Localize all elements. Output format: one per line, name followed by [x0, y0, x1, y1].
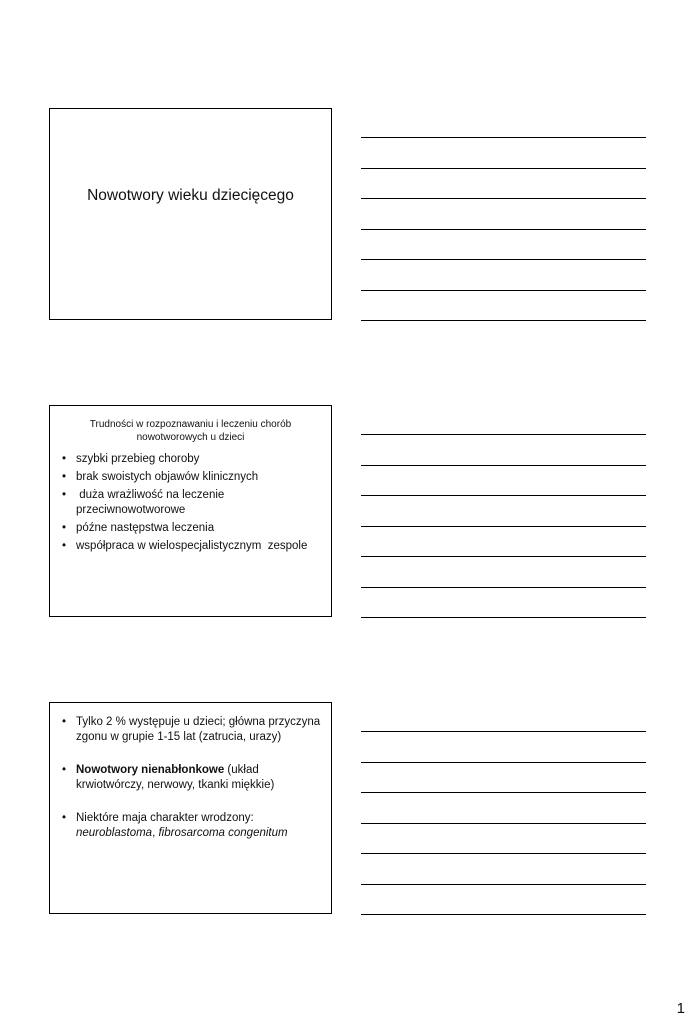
bold-term: Nowotwory nienabłonkowe: [76, 764, 225, 776]
note-line: [361, 465, 646, 466]
note-line: [361, 914, 646, 915]
note-line: [361, 823, 646, 824]
slide-1-title: Nowotwory wieku dziecięcego: [87, 187, 294, 204]
bullet-text: Niektóre maja charakter wrodzony:: [76, 812, 254, 824]
italic-term: fibrosarcoma congenitum: [158, 827, 288, 839]
note-line: [361, 259, 646, 260]
slide-2-bullet-list: [50, 452, 331, 554]
note-line: [361, 731, 646, 732]
bullet-item: [50, 763, 331, 793]
note-line: [361, 434, 646, 435]
bullet-item: • Tylko 2 % występuje u dzieci; główna przyczyna zgonu w grupie 1-15 lat (zatrucia, urazy): [50, 715, 331, 745]
note-line: [361, 853, 646, 854]
note-line: [361, 229, 646, 230]
page-number: 1: [676, 1000, 685, 1017]
slide-3-bullet-list: [50, 715, 331, 841]
bullet-item: • późne następstwa leczenia: [50, 521, 331, 536]
bullet-item: • szybki przebieg choroby: [50, 452, 331, 467]
slide-2-title-line-2: nowotworowych u dzieci: [136, 432, 245, 443]
slide-1: [49, 108, 332, 320]
note-line: [361, 320, 646, 321]
note-line: [361, 137, 646, 138]
note-line: [361, 792, 646, 793]
note-line: [361, 168, 646, 169]
slide-3: [49, 702, 332, 914]
note-line: [361, 526, 646, 527]
slide-2-title-line-1: Trudności w rozpoznawaniu i leczeniu chorób: [89, 419, 292, 430]
slide-2-title: [68, 418, 313, 444]
separator: ,: [152, 827, 159, 839]
note-line: [361, 884, 646, 885]
bullet-item: [50, 811, 331, 841]
note-line: [361, 762, 646, 763]
note-line: [361, 617, 646, 618]
note-line: [361, 587, 646, 588]
bullet-text: (układ krwiotwórczy, nerwowy, tkanki miękkie): [76, 764, 275, 791]
italic-term: neuroblastoma: [76, 827, 153, 839]
note-line: [361, 495, 646, 496]
note-line: [361, 290, 646, 291]
bullet-item: • duża wrażliwość na leczenie przeciwnowotworowe: [50, 488, 331, 518]
bullet-item: • brak swoistych objawów klinicznych: [50, 470, 331, 485]
slide-2: [49, 405, 332, 617]
bullet-item: • współpraca w wielospecjalistycznym zespole: [50, 539, 331, 554]
note-line: [361, 198, 646, 199]
note-line: [361, 556, 646, 557]
